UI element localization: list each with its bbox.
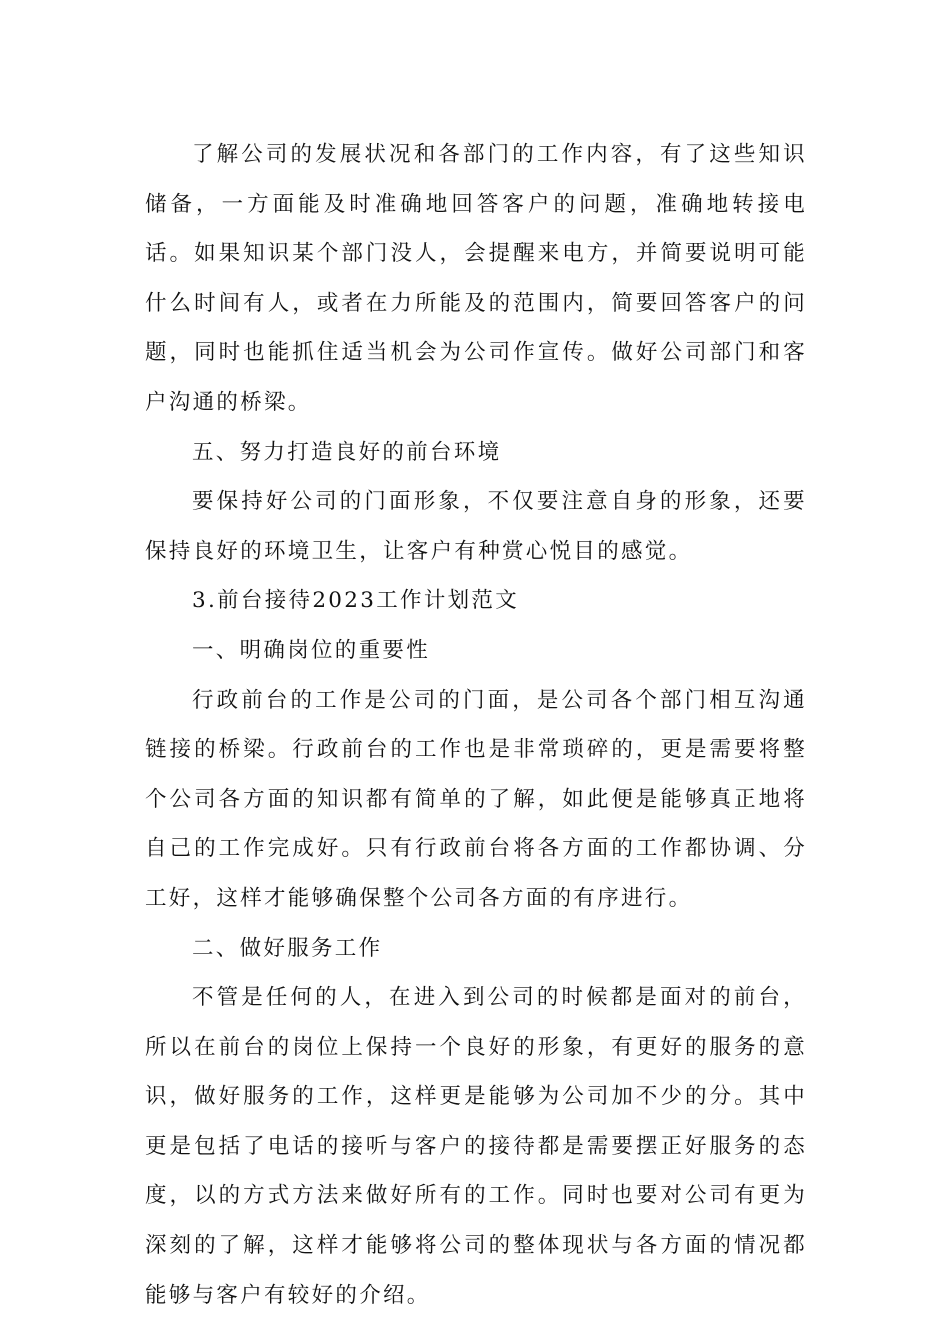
section-heading-service-work: 二、做好服务工作 bbox=[192, 935, 383, 961]
paragraph-admin-front-desk: 行政前台的工作是公司的门面，是公司各个部门相互沟通链接的桥梁。行政前台的工作也是非常琐碎的，更是需要将整个公司各方面的知识都有简单的了解，如此便是能够真正地将自己的工作完成好。只有行政前台将各方面的工作都协调、分工好，这样才能够确保整个公司各方面的有序进行。 bbox=[145, 687, 807, 911]
paragraph-company-knowledge: 了解公司的发展状况和各部门的工作内容，有了这些知识储备，一方面能及时准确地回答客户的问题，准确地转接电话。如果知识某个部门没人，会提醒来电方，并简要说明可能什么时间有人，或者在力所能及的范围内，简要回答客户的问题，同时也能抓住适当机会为公司作宣传。做好公司部门和客户沟通的桥梁。 bbox=[145, 142, 807, 415]
paragraph-company-image: 要保持好公司的门面形象，不仅要注意自身的形象，还要保持良好的环境卫生，让客户有种赏心悦目的感觉。 bbox=[145, 489, 807, 564]
document-body bbox=[145, 130, 807, 1320]
section-heading-position-importance: 一、明确岗位的重要性 bbox=[192, 637, 431, 663]
paragraph-service-work: 不管是任何的人，在进入到公司的时候都是面对的前台，所以在前台的岗位上保持一个良好的形象，有更好的服务的意识，做好服务的工作，这样更是能够为公司加不少的分。其中更是包括了电话的接听与客户的接待都是需要摆正好服务的态度，以的方式方法来做好所有的工作。同时也要对公司有更为深刻的了解，这样才能够将公司的整体现状与各方面的情况都能够与客户有较好的介绍。 bbox=[145, 985, 807, 1308]
section-heading-front-desk-environment: 五、努力打造良好的前台环境 bbox=[192, 439, 502, 465]
document-title-work-plan: 3.前台接待2023工作计划范文 bbox=[192, 588, 520, 614]
